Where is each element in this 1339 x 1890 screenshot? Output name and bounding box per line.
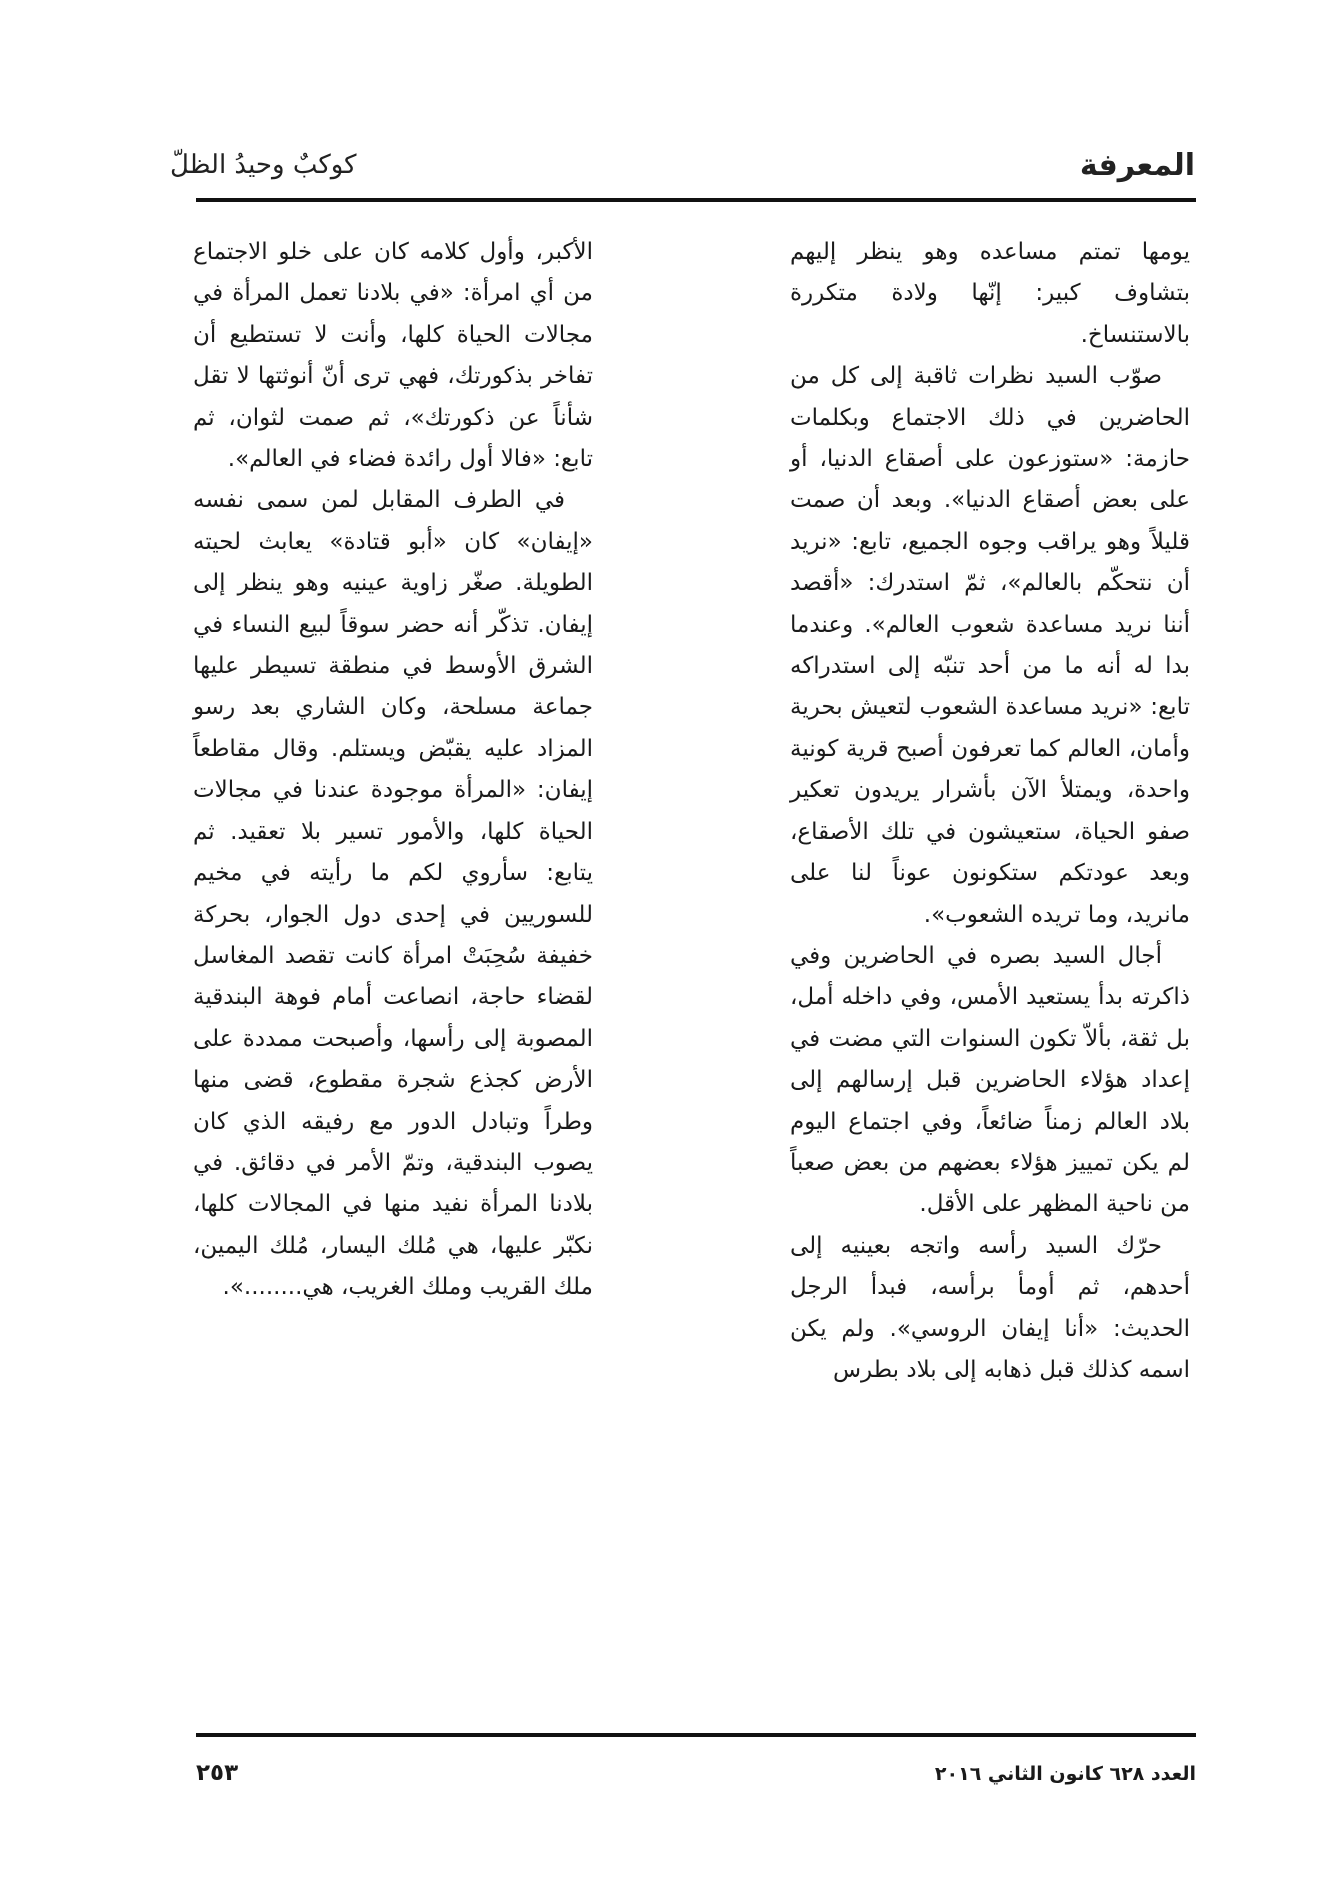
text-column-right (790, 232, 1190, 1391)
paragraph: الأكبر، وأول كلامه كان على خلو الاجتماع من أي امرأة: «في بلادنا تعمل المرأة في مجالات الحياة كلها، وأنت لا تستطيع أن تفاخر بذكورتك، فهي ترى أنّ أنوثتها لا تقل شأناً عن ذكورتك»، ثم صمت لثوان، ثم تابع: «فالا أول رائدة فضاء في العالم». (193, 239, 593, 473)
header-divider (196, 198, 1196, 202)
article-title: كوكبٌ وحيدُ الظلّ (170, 150, 357, 180)
footer-divider (196, 1733, 1196, 1737)
issue-info: العدد ٦٢٨ كانون الثاني ٢٠١٦ (934, 1763, 1196, 1785)
paragraph: في الطرف المقابل لمن سمى نفسه «إيفان» كان «أبو قتادة» يعابث لحيته الطويلة. صغّر زاوية عينيه وهو ينظر إلى إيفان. تذكّر أنه حضر سوقاً لبيع النساء في الشرق الأوسط في منطقة تسيطر عليها جماعة مسلحة، وكان الشاري بعد رسو المزاد عليه يقبّض ويستلم. وقال مقاطعاً إيفان: «المرأة موجودة عندنا في مجالات الحياة كلها، والأمور تسير بلا تعقيد. ثم يتابع: سأروي لكم ما رأيته في مخيم للسوريين في إحدى دول الجوار، بحركة خفيفة سُحِبَتْ امرأة كانت تقصد المغاسل لقضاء حاجة، انصاعت أمام فوهة البندقية المصوبة إلى رأسها، وأصبحت ممددة على الأرض كجذع شجرة مقطوع، قضى منها وطراً وتبادل الدور مع رفيقه الذي كان يصوب البندقية، وتمّ الأمر في دقائق. في بلادنا المرأة نفيد منها في المجالات كلها، نكبّر عليها، هي مُلك اليسار، مُلك اليمين، ملك القريب وملك الغريب، هي........». (193, 487, 593, 1301)
paragraph: أجال السيد بصره في الحاضرين وفي ذاكرته بدأ يستعيد الأمس، وفي داخله أمل، بل ثقة، بألاّ تكون السنوات التي مضت في إعداد هؤلاء الحاضرين قبل إرسالهم إلى بلاد العالم زمناً ضائعاً، وفي اجتماع اليوم لم يكن تمييز هؤلاء بعضهم من بعض صعباً من ناحية المظهر على الأقل. (790, 942, 1190, 1218)
paragraph: حرّك السيد رأسه واتجه بعينيه إلى أحدهم، ثم أومأ برأسه، فبدأ الرجل الحديث: «أنا إيفان الروسي». ولم يكن اسمه كذلك قبل ذهابه إلى بلاد بطرس (790, 1232, 1190, 1383)
paragraph: صوّب السيد نظرات ثاقبة إلى كل من الحاضرين في ذلك الاجتماع وبكلمات حازمة: «ستوزعون على أصقاع الدنيا، أو على بعض أصقاع الدنيا». وبعد أن صمت قليلاً وهو يراقب وجوه الجميع، تابع: «نريد أن نتحكّم بالعالم»، ثمّ استدرك: «أقصد أننا نريد مساعدة شعوب العالم». وعندما بدا له أنه ما من أحد تنبّه إلى استدراكه تابع: «نريد مساعدة الشعوب لتعيش بحرية وأمان، العالم كما تعرفون أصبح قرية كونية واحدة، ويمتلأ الآن بأشرار يريدون تعكير صفو الحياة، ستعيشون في تلك الأصقاع، وبعد عودتكم ستكونون عوناً لنا على مانريد، وما تريده الشعوب». (790, 363, 1190, 928)
text-column-left (193, 232, 593, 1309)
page-number: ٢٥٣ (196, 1760, 239, 1786)
paragraph: يومها تمتم مساعده وهو ينظر إليهم بتشاوف كبير: إنّها ولادة متكررة بالاستنساخ. (790, 239, 1190, 348)
magazine-logo: المعرفة (1079, 148, 1195, 183)
